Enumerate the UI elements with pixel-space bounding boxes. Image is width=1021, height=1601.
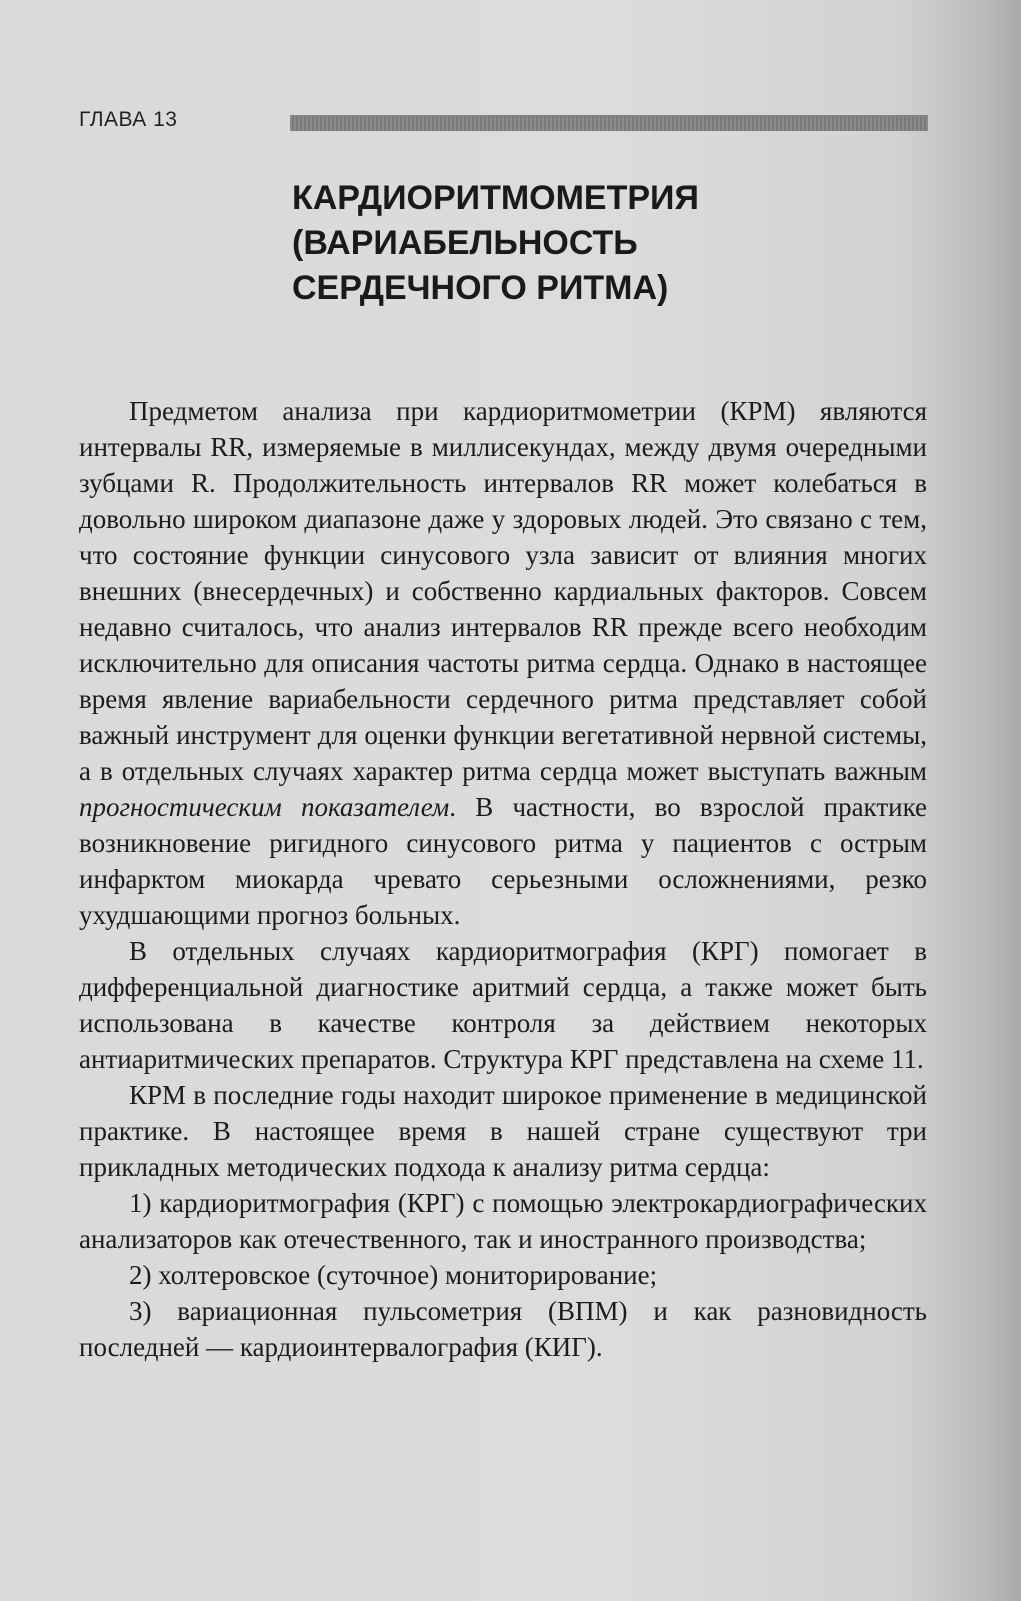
paragraph-1 [79,393,927,933]
chapter-title-line-3: СЕРДЕЧНОГО РИТМА) [292,269,669,307]
paragraph-1-text-b: . В частности, во взрослой практике возникновение ригидного синусового ритма у пациентов с острым инфарктом миокарда чревато серьезными осложнениями, резко ухудшающими прогноз больных. [79,792,928,930]
chapter-title [292,176,912,311]
paragraph-3: КРМ в последние годы находит широкое применение в медицинской практике. В настоящее время в нашей стране существуют три прикладных методических подхода к анализу ритма сердца: [79,1080,927,1182]
list-item-2: 2) холтеровское (суточное) мониторирование; [129,1260,658,1290]
paragraph-1-text-a: Предметом анализа при кардиоритмометрии (КРМ) являются интервалы RR, измеряемые в миллисекундах, между двумя очередными зубцами R. Продолжительность интервалов RR может колебаться в довольно широком диапазоне даже у здоровых людей. Это связано с тем, что состояние функции синусового узла зависит от влияния многих внешних (внесердечных) и собственно кардиальных факторов. Совсем недавно считалось, что анализ интервалов RR прежде всего необходим исключительно для описания частоты ритма сердца. Однако в настоящее время явление вариабельности сердечного ритма представляет собой важный инструмент для оценки функции вегетативной нервной системы, а в отдельных случаях характер ритма сердца может выступать важным [79,396,927,786]
body-text [79,393,927,1365]
paragraph-1-emphasis: прогностическим показателем [79,792,450,822]
paragraph-2: В отдельных случаях кардиоритмография (КРГ) помогает в дифференциальной диагностике аритмий сердца, а также может быть использована в качестве контроля за действием некоторых антиаритмических препаратов. Структура КРГ представлена на схеме 11. [79,936,927,1074]
chapter-title-line-1: КАРДИОРИТМОМЕТРИЯ [292,179,699,217]
list-item-1: 1) кардиоритмография (КРГ) с помощью электрокардиографических анализаторов как отечественного, так и иностранного производства; [79,1188,927,1254]
chapter-label: ГЛАВА 13 [79,108,178,131]
chapter-header-bar [290,115,928,131]
chapter-title-line-2: (ВАРИАБЕЛЬНОСТЬ [292,224,638,262]
list-item-3: 3) вариационная пульсометрия (ВПМ) и как разновидность последней — кардиоинтервалография (КИГ). [79,1296,927,1362]
